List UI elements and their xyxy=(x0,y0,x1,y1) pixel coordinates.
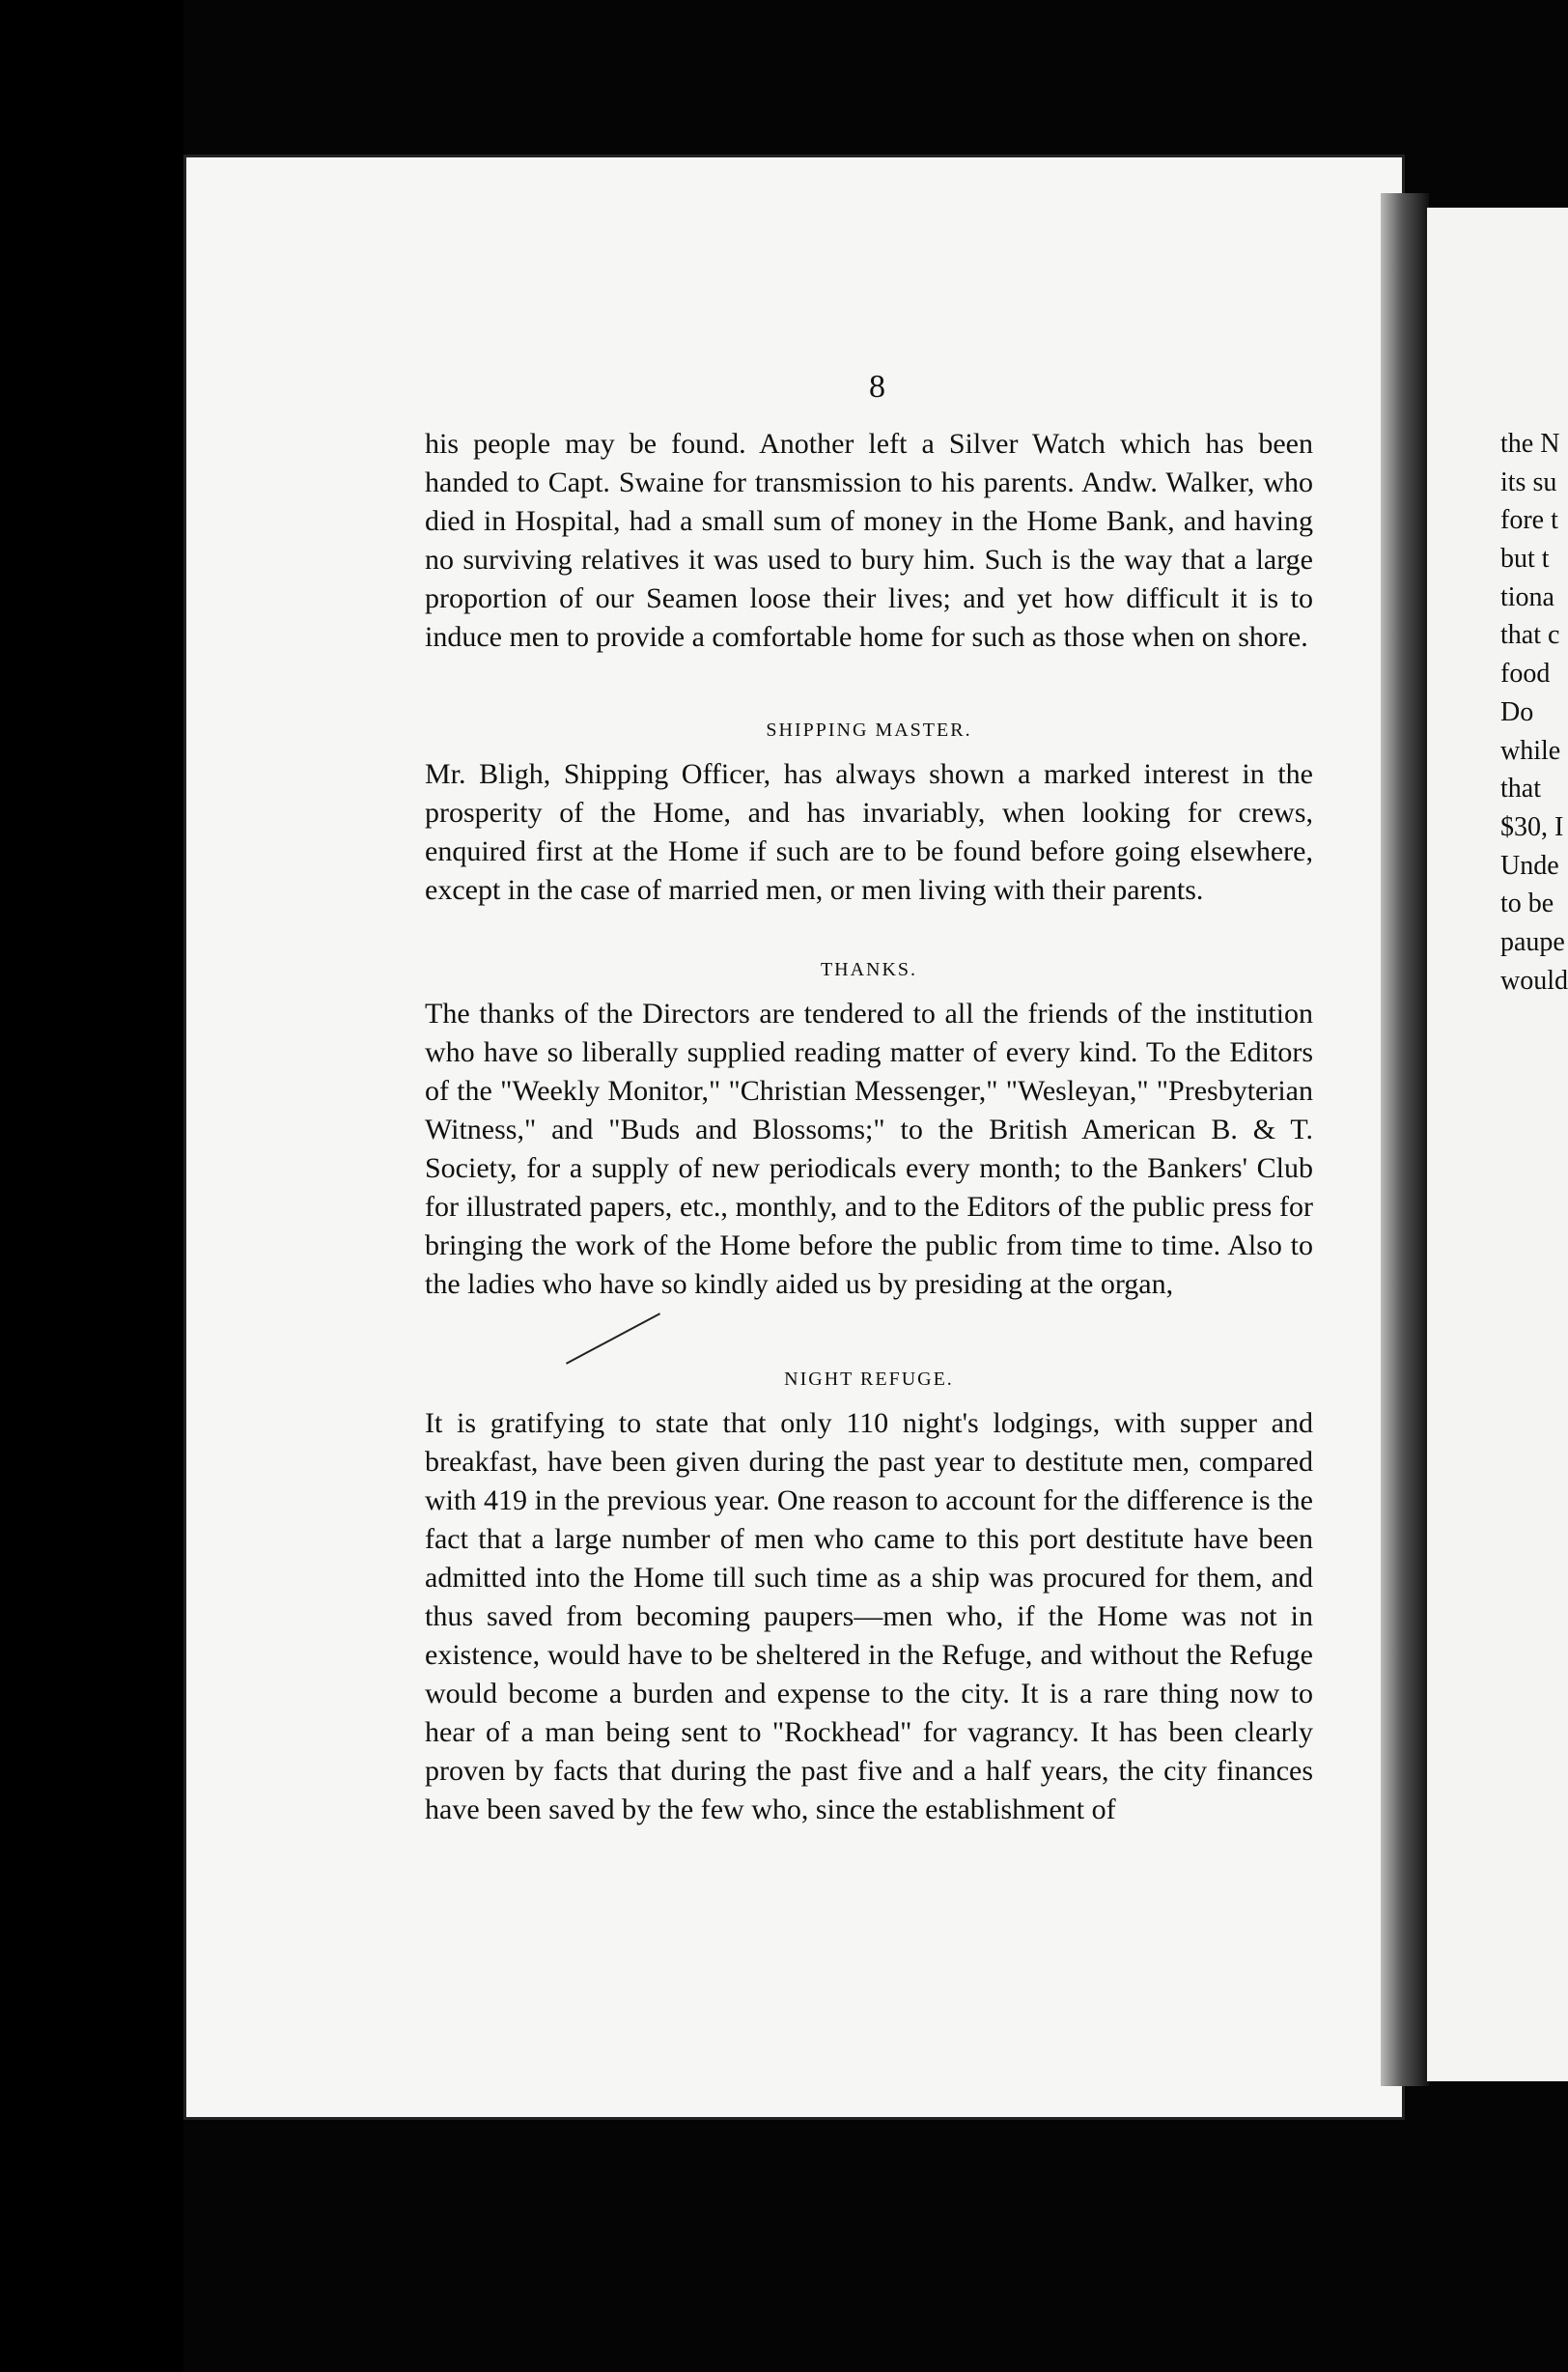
facing-line: the N xyxy=(1500,429,1560,459)
facing-line: but t xyxy=(1500,544,1550,575)
facing-line: while xyxy=(1500,735,1561,766)
heading-shipping-master: SHIPPING MASTER. xyxy=(766,720,972,741)
scan-border xyxy=(0,0,183,2372)
book-gutter xyxy=(1381,193,1429,2086)
paragraph-intro: his people may be found. Another left a Silver Watch which has been handed to Capt. Swaine for transmission to his parents. Andw. Walker, who died in Hospital, had a small sum of money in the Home Bank, and having no surviving relatives it was used to bury him. Such is the way that a large proportion of our Seamen loose their lives; and yet how difficult it is to induce men to provide a comfortable home for such as those when on shore. xyxy=(425,428,1313,653)
facing-line: paupe xyxy=(1500,926,1565,957)
heading-night-refuge: NIGHT REFUGE. xyxy=(784,1369,954,1390)
facing-line: its su xyxy=(1500,466,1557,497)
facing-line: that c xyxy=(1500,620,1560,651)
paragraph-night-refuge: It is gratifying to state that only 110 night's lodgings, with supper and breakfast, have been given during the past year to destitute men, compared with 419 in the previous year. One reason to account for the difference is the fact that a large number of men who came to this port destitute have been admitted into the Home till such time as a ship was procured for them, and thus saved from becoming paupers—men who, if the Home was not in existence, would have to be sheltered in the Refuge, and without the Refuge would become a burden and expense to the city. It is a rare thing now to hear of a man being sent to "Rockhead" for vagrancy. It has been clearly proven by facts that during the past five and a half years, the city finances have been saved by the few who, since the establishment of xyxy=(425,1407,1313,1825)
heading-thanks: THANKS. xyxy=(820,959,918,980)
facing-line: $30, I xyxy=(1500,811,1564,842)
facing-line: food xyxy=(1500,659,1551,690)
facing-page-text xyxy=(1500,425,1568,1000)
facing-line: that xyxy=(1500,774,1541,805)
facing-line: tiona xyxy=(1500,581,1554,612)
paragraph-shipping-master: Mr. Bligh, Shipping Officer, has always shown a marked interest in the prosperity of the Home, and has invariably, when looking for crews, enquired first at the Home if such are to be found before going elsewhere, except in the case of married men, or men living with their parents. xyxy=(425,758,1313,906)
facing-line: Do xyxy=(1500,696,1534,727)
paragraph-thanks: The thanks of the Directors are tendered to all the friends of the institution who have so liberally supplied reading matter of every kind. To the Editors of the "Weekly Monitor," "Christian Messenger," "Wesleyan," "Presbyterian Witness," and "Buds and Blossoms;" to the British American B. & T. Society, for a supply of new periodicals every month; to the Bankers' Club for illustrated papers, etc., monthly, and to the Editors of the public press for bringing the work of the Home before the public from time to time. Also to the ladies who have so kindly aided us by presiding at the organ, xyxy=(425,998,1313,1300)
page-number: 8 xyxy=(869,369,885,405)
facing-line: Unde xyxy=(1500,850,1559,881)
facing-line: to be xyxy=(1500,889,1554,919)
page-text xyxy=(425,425,1313,1829)
facing-line: fore t xyxy=(1500,505,1558,536)
facing-line: would xyxy=(1500,965,1568,996)
